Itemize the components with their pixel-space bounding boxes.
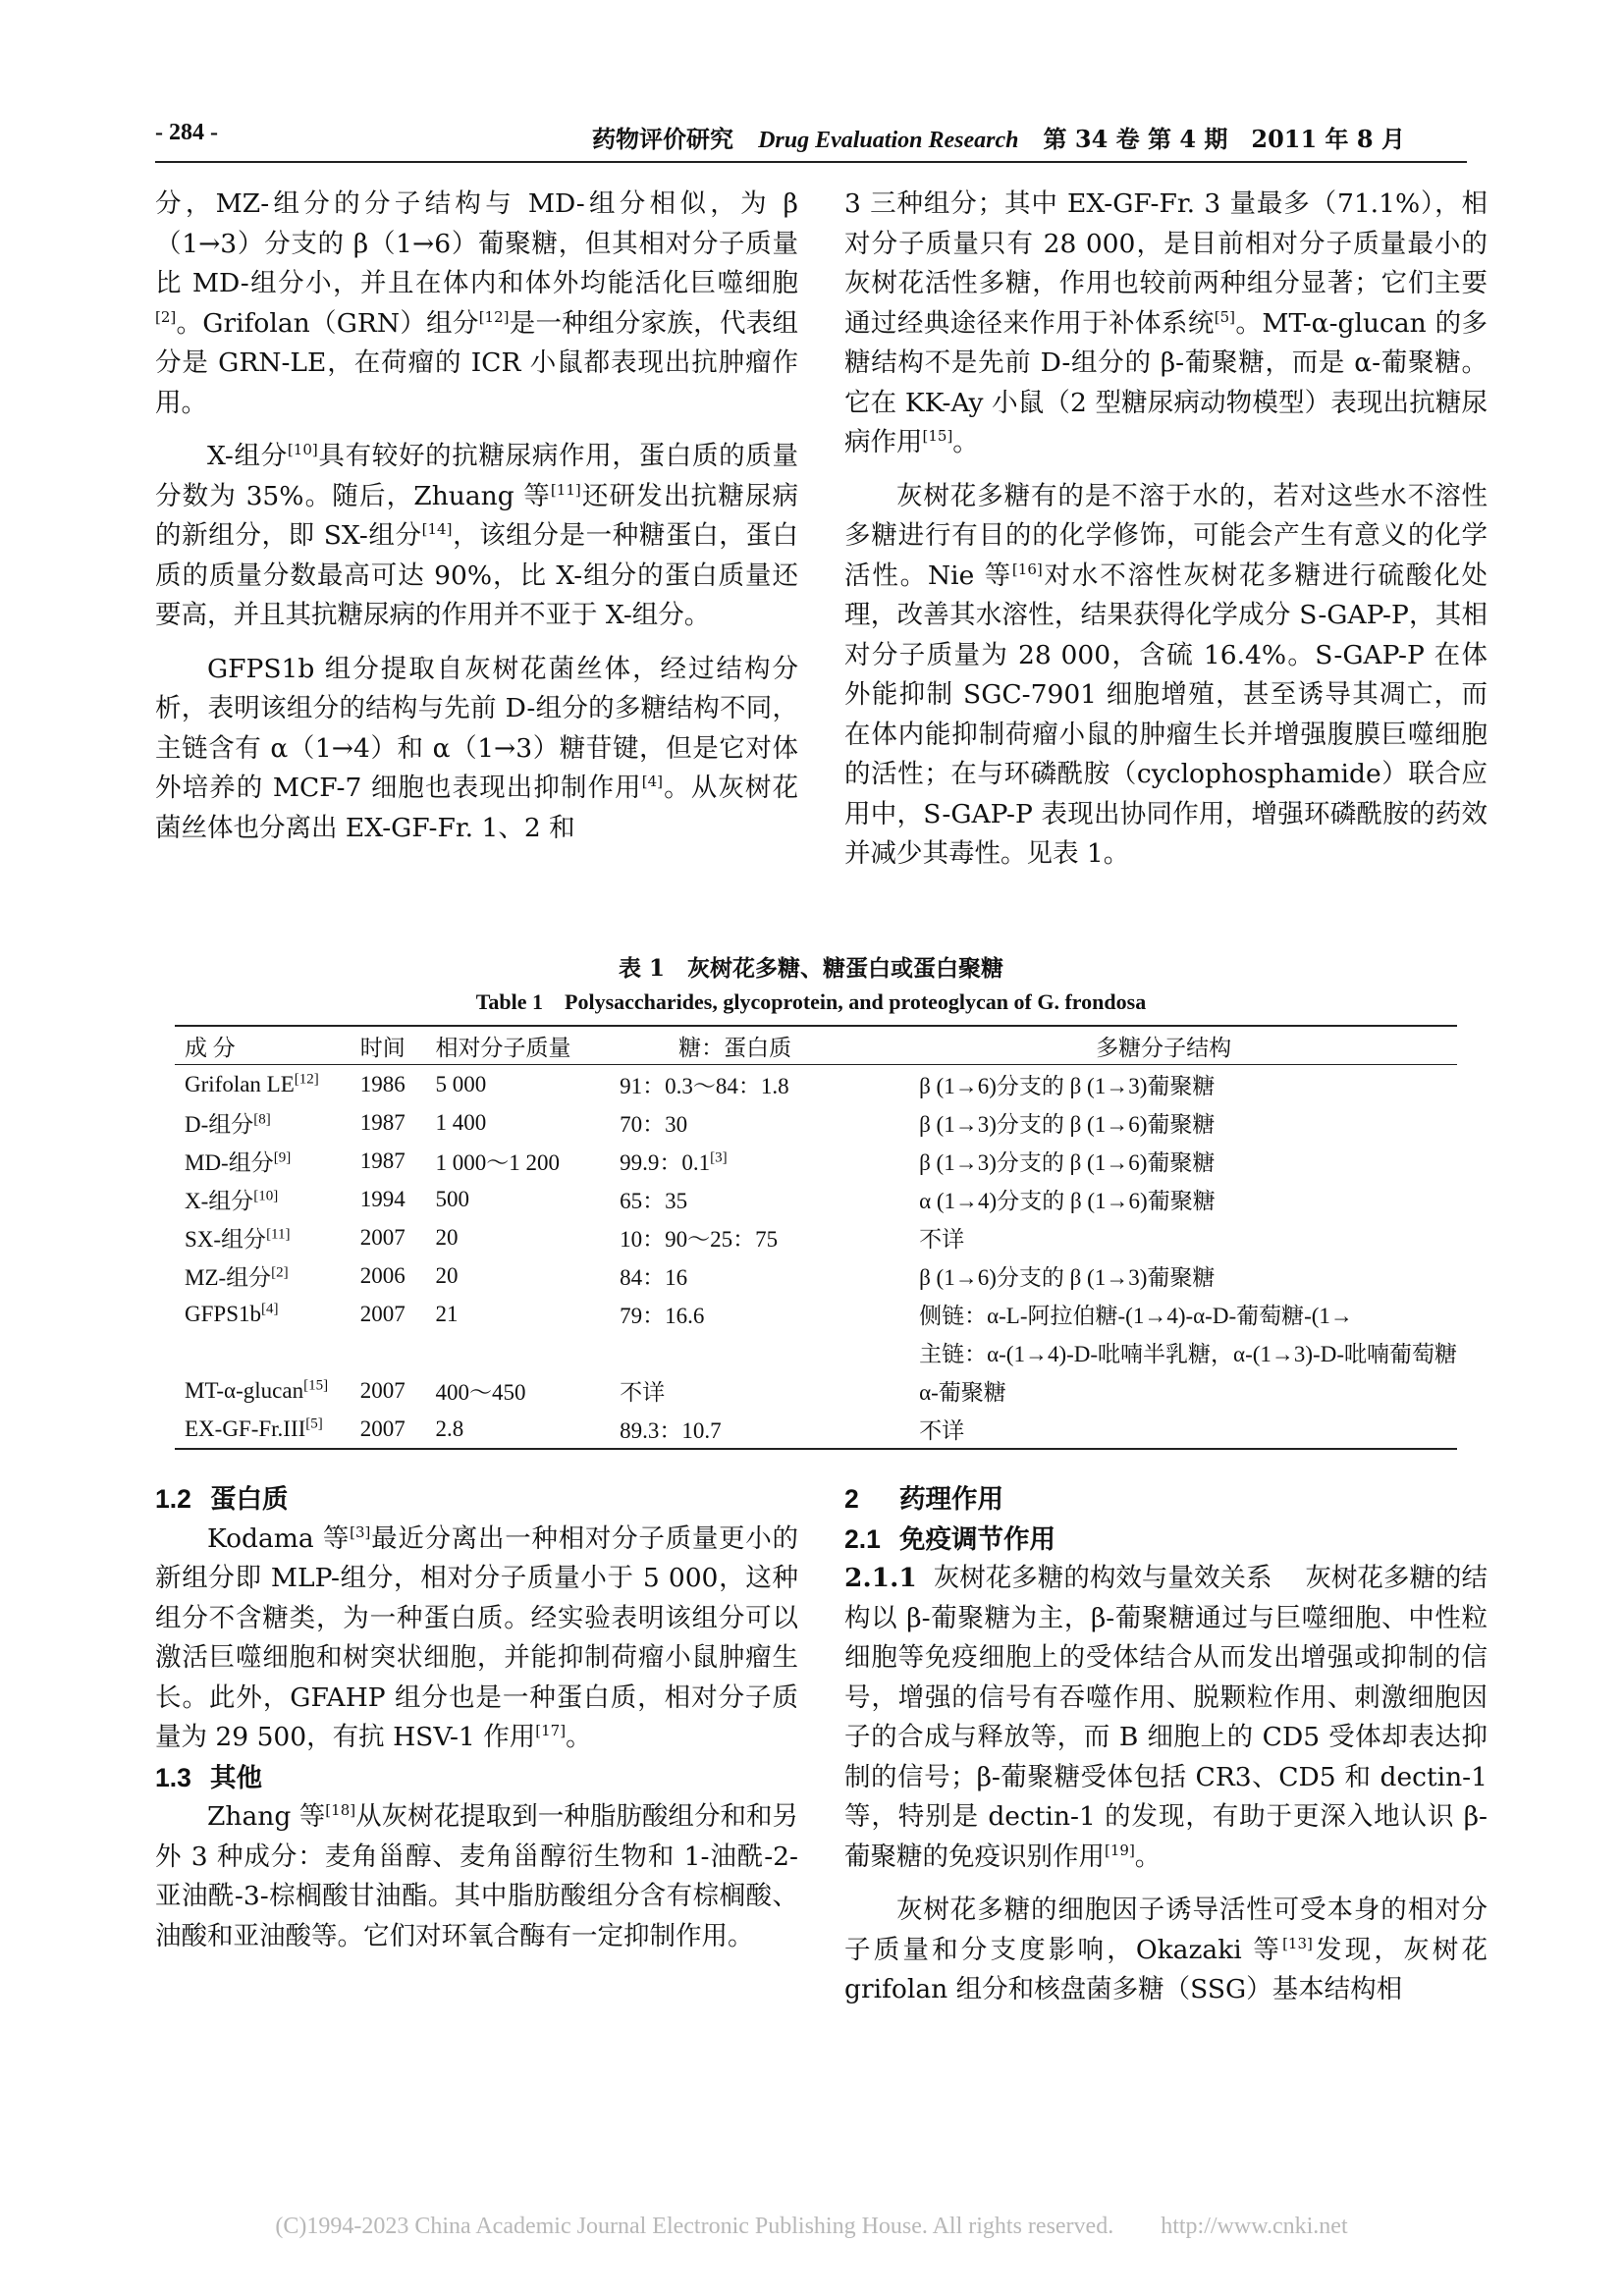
paragraph: 灰树花多糖有的是不溶于水的，若对这些水不溶性多糖进行有目的的化学修饰，可能会产生有意义的化学活性。Nie 等[16]对水不溶性灰树花多糖进行硫酸化处理，改善其水溶性，结果获得化学成分 S-GAP-P，其相对分子质量为 28 000，含硫 16.4%。S-GAP-P 在体外能抑制 SGC-7901 细胞增殖，甚至诱导其凋亡，而在体内能抑制荷瘤小鼠的肿瘤生长并增强腹膜巨噬细胞的活性；在与环磷酰胺（cyclophosphamide）联合应用中，S-GAP-P 表现出协同作用，增强环磷酰胺的药效并减少其毒性。见表 1。	[844, 480, 1488, 869]
citation-ref: [11]	[550, 480, 581, 499]
citation-ref: [15]	[922, 427, 953, 446]
cell: 2007	[360, 1410, 436, 1449]
cell: 不详	[919, 1410, 1457, 1449]
cell: 2006	[359, 1262, 406, 1288]
cell: 1 000～1 200	[435, 1150, 561, 1175]
table-caption-zh: 表 1 灰树花多糖、糖蛋白或蛋白聚糖	[618, 955, 1003, 982]
table-row	[175, 1371, 1457, 1410]
paragraph: 分，MZ-组分的分子结构与 MD-组分相似，为 β（1→3）分支的 β（1→6）葡聚糖，但其相对分子质量比 MD-组分小，并且在体内和体外均能活化巨噬细胞[2]。Grifolan（GRN）组分[12]是一种组分家族，代表组分是 GRN-LE，在荷瘤的 ICR 小鼠都表现出抗肿瘤作用。	[155, 188, 799, 418]
section-title: 蛋白质	[210, 1484, 289, 1514]
table-row	[175, 1065, 1457, 1104]
cell: β (1→3)分支的 β (1→6)葡聚糖	[919, 1112, 1216, 1137]
cell: 20	[435, 1262, 459, 1288]
citation-ref: [13]	[1282, 1934, 1313, 1952]
paragraph: GFPS1b 组分提取自灰树花菌丝体，经过结构分析，表明该组分的结构与先前 D-组分的多糖结构不同，主链含有 α（1→4）和 α（1→3）糖苷键，但是它对体外培养的 MCF-7 细胞也表现出抑制作用[4]。从灰树花菌丝体也分离出 EX-GF-Fr. 1、2 和	[155, 653, 798, 843]
subsection-text: 灰树花多糖的结构以 β-葡聚糖为主，β-葡聚糖通过与巨噬细胞、中性粒细胞等免疫细胞上的受体结合从而发出增强或抑制的信号，增强的信号有吞噬作用、脱颗粒作用、刺激细胞因子的合成与释放等，而 B 细胞上的 CD5 受体却表达抑制的信号；β-葡聚糖受体包括 CR3、CD5 和 dectin-1 等，特别是 dectin-1 的发现，有助于更深入地认识 β-葡聚糖的免疫识别作用[19]。	[844, 1563, 1488, 1872]
cell: X-组分[10]	[185, 1188, 279, 1213]
section-number: 2	[844, 1484, 859, 1514]
table-caption-en: Table 1 Polysaccharides, glycoprotein, and proteoglycan of G. frondosa	[475, 989, 1147, 1014]
paragraph: Zhang 等[18]从灰树花提取到一种脂肪酸组分和和另外 3 种成分：麦角甾醇、麦角甾醇衍生物和 1-油酰-2-亚油酰-3-棕榈酸甘油酯。其中脂肪酸组分含有棕榈酸、油酸和亚油酸等。它们对环氧合酶有一定抑制作用。	[155, 1801, 799, 1951]
citation-ref: [12]	[294, 1070, 319, 1087]
left-column-top	[155, 185, 798, 848]
citation-ref: [12]	[478, 307, 510, 326]
issue-info: 第 34 卷 第 4 期 2011 年 8 月	[1043, 125, 1405, 153]
cell	[620, 1333, 919, 1371]
cell: GFPS1b[4]	[185, 1300, 279, 1326]
subsection-title: 灰树花多糖的构效与量效关系	[933, 1563, 1272, 1593]
citation-ref: [5]	[305, 1415, 323, 1431]
cell: 1986	[359, 1071, 406, 1096]
col-header-ratio: 糖：蛋白质	[620, 1026, 919, 1065]
table-row	[175, 1218, 1457, 1256]
cell: MD-组分[9]	[185, 1149, 292, 1175]
cell: EX-GF-Fr.III[5]	[175, 1410, 360, 1449]
cell: 2007	[359, 1377, 406, 1403]
citation-ref: [2]	[155, 307, 177, 326]
citation-ref: [17]	[535, 1722, 567, 1740]
section-number: 1.2	[155, 1484, 191, 1514]
citation-ref: [16]	[1011, 560, 1043, 578]
cell: 84：16	[620, 1265, 688, 1290]
cell: 2007	[359, 1224, 406, 1250]
paragraph: X-组分[10]具有较好的抗糖尿病作用，蛋白质的质量分数为 35%。随后，Zhuang 等[11]还研发出抗糖尿病的新组分，即 SX-组分[14]，该组分是一种糖蛋白，蛋白质的质量分数最高可达 90%，比 X-组分的蛋白质量还要高，并且其抗糖尿病的作用并不亚于 X-组分。	[155, 441, 799, 630]
cell: α (1→4)分支的 β (1→6)葡聚糖	[919, 1189, 1216, 1213]
col-header-mw: 相对分子质量	[436, 1026, 621, 1065]
citation-ref: [19]	[1105, 1841, 1135, 1859]
citation-ref: [14]	[421, 520, 453, 539]
cell: 1994	[359, 1186, 406, 1211]
citation-ref: [3]	[350, 1522, 371, 1541]
right-column-top	[844, 185, 1488, 875]
section-number: 2.1	[844, 1523, 881, 1554]
cell: 99.9：0.1[3]	[620, 1149, 728, 1175]
cell: D-组分[8]	[185, 1111, 271, 1137]
citation-ref: [11]	[266, 1226, 291, 1243]
citation-ref: [4]	[641, 773, 664, 791]
cell: 主链：α-(1→4)-D-吡喃半乳糖，α-(1→3)-D-吡喃葡萄糖	[919, 1342, 1457, 1366]
cell: 1 400	[435, 1109, 487, 1135]
citation-ref: [18]	[325, 1801, 356, 1820]
section-number: 1.3	[155, 1762, 191, 1792]
paragraph	[844, 1559, 1488, 1877]
table-row	[175, 1333, 1457, 1371]
citation-ref: [5]	[1214, 307, 1236, 326]
cell: 21	[435, 1301, 459, 1326]
table-row	[175, 1142, 1457, 1180]
cell: 侧链：α-L-阿拉伯糖-(1→4)-α-D-葡萄糖-(1→	[919, 1304, 1353, 1328]
table-row	[175, 1295, 1457, 1333]
cell: 不详	[620, 1380, 666, 1405]
cell: 70：30	[620, 1112, 688, 1137]
paragraph: Kodama 等[3]最近分离出一种相对分子质量更小的新组分即 MLP-组分，相对分子质量小于 5 000，这种组分不含糖类，为一种蛋白质。经实验表明该组分可以激活巨噬细胞和树突状细胞，并能抑制荷瘤小鼠肿瘤生长。此外，GFAHP 组分也是一种蛋白质，相对分子质量为 29 500，有抗 HSV-1 作用[17]。	[155, 1522, 798, 1752]
table-row	[175, 1410, 1457, 1449]
citation-ref: [10]	[287, 441, 318, 459]
paragraph: 3 三种组分；其中 EX-GF-Fr. 3 量最多（71.1%），相对分子质量只有 28 000，是目前相对分子质量最小的灰树花活性多糖，作用也较前两种组分显著；它们主要通过经典途径来作用于补体系统[5]。MT-α-glucan 的多糖结构不是先前 D-组分的 β-葡聚糖，而是 α-葡聚糖。它在 KK-Ay 小鼠（2 型糖尿病动物模型）表现出抗糖尿病作用[15]。	[844, 188, 1488, 457]
cell: 1987	[359, 1109, 406, 1135]
cell: 65：35	[620, 1189, 688, 1213]
cell: MZ-组分[2]	[185, 1264, 289, 1290]
cell: β (1→6)分支的 β (1→3)葡聚糖	[919, 1074, 1216, 1098]
cell	[175, 1333, 360, 1371]
cell: Grifolan LE[12]	[185, 1070, 319, 1096]
cell	[436, 1333, 621, 1371]
cell: MT-α-glucan[15]	[185, 1376, 329, 1403]
col-header-year: 时间	[360, 1026, 436, 1065]
citation-ref: [15]	[303, 1376, 329, 1393]
journal-line	[592, 120, 1405, 154]
cell: β (1→3)分支的 β (1→6)葡聚糖	[919, 1150, 1216, 1175]
citation-ref: [8]	[253, 1111, 271, 1128]
cell	[360, 1333, 436, 1371]
cell: 2.8	[436, 1410, 621, 1449]
copyright-footer: (C)1994-2023 China Academic Journal Electronic Publishing House. All rights reserved. http://www.cnki.net	[275, 2214, 1348, 2239]
subsection-number: 2.1.1	[844, 1563, 917, 1593]
journal-name-en: Drug Evaluation Research	[758, 128, 1019, 153]
cell: 20	[435, 1224, 459, 1250]
cell: 10：90～25：75	[620, 1227, 779, 1252]
cell: α-葡聚糖	[919, 1380, 1006, 1405]
citation-ref: [2]	[271, 1264, 289, 1281]
col-header-structure: 多糖分子结构	[919, 1026, 1457, 1065]
cell: 2007	[359, 1301, 406, 1326]
section-heading-2-1	[844, 1520, 1488, 1560]
cell: SX-组分[11]	[185, 1226, 291, 1252]
table-row	[175, 1103, 1457, 1142]
cell: β (1→6)分支的 β (1→3)葡聚糖	[919, 1265, 1216, 1290]
citation-ref: [4]	[260, 1300, 279, 1316]
right-column-bottom	[844, 1479, 1488, 2010]
paragraph: 灰树花多糖的细胞因子诱导活性可受本身的相对分子质量和分支度影响，Okazaki 等[13]发现，灰树花 grifolan 组分和核盘菌多糖（SSG）基本结构相	[844, 1895, 1488, 2004]
cell: 89.3：10.7	[620, 1410, 919, 1449]
table-row	[175, 1256, 1457, 1295]
section-title: 其他	[210, 1762, 262, 1792]
cell: 5 000	[435, 1071, 487, 1096]
cell: 400～450	[435, 1380, 526, 1405]
citation-ref: [3]	[710, 1149, 728, 1166]
citation-ref: [9]	[273, 1149, 292, 1166]
page-number: - 284 -	[155, 120, 218, 145]
journal-name-cn: 药物评价研究	[592, 125, 733, 153]
running-header	[155, 116, 1467, 163]
table-1	[175, 1025, 1457, 1450]
left-column-bottom	[155, 1479, 798, 1956]
section-heading-2	[844, 1479, 1488, 1520]
citation-ref: [10]	[253, 1188, 279, 1204]
section-title: 免疫调节作用	[899, 1523, 1055, 1554]
table-row	[175, 1180, 1457, 1218]
section-heading-1-2	[155, 1479, 798, 1520]
cell: 1987	[359, 1148, 406, 1173]
section-title: 药理作用	[899, 1484, 1003, 1514]
col-header-component: 成 分	[175, 1026, 360, 1065]
cell: 91：0.3～84：1.8	[620, 1074, 789, 1098]
table-header-row	[175, 1026, 1457, 1065]
cell: 500	[435, 1186, 470, 1211]
section-heading-1-3	[155, 1758, 798, 1798]
cell: 不详	[919, 1227, 965, 1252]
cell: 79：16.6	[620, 1304, 705, 1328]
